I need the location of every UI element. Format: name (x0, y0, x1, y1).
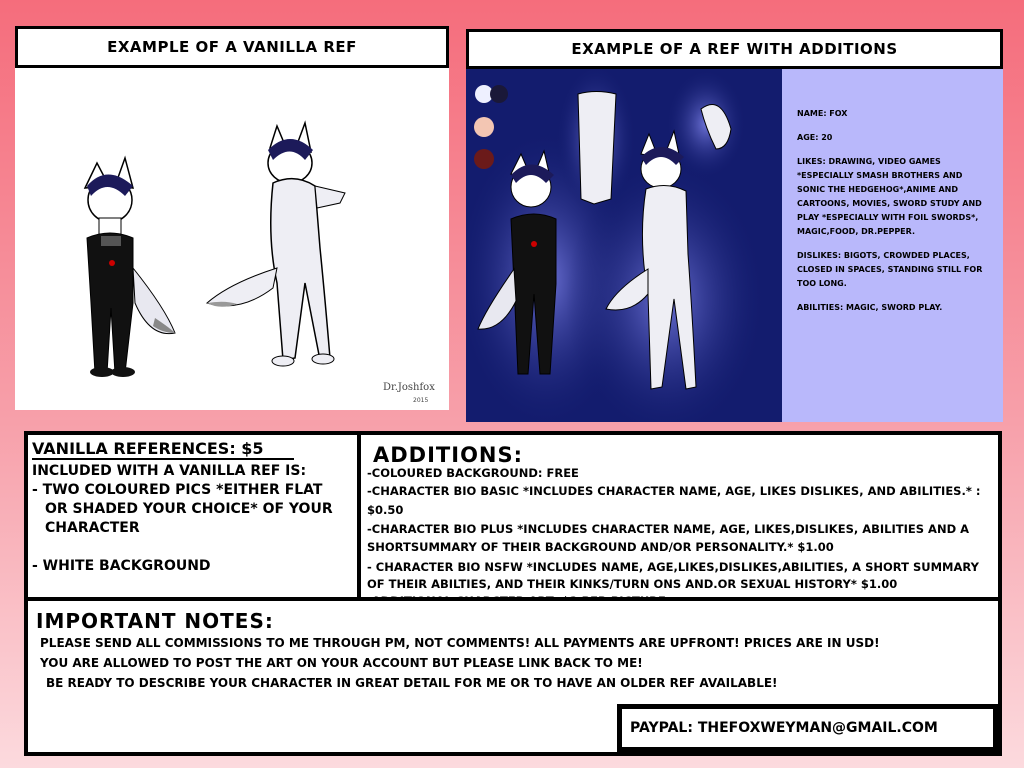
bio-likes: LIKES: DRAWING, VIDEO GAMES *ESPECIALLY SMASH BROTHERS AND SONIC THE HEDGEHOG*,ANIME AND CARTOONS, MOVIES, SWORD STUDY AND PLAY *ESPECIALLY WITH FOIL SWORDS*, MAGIC,FOOD, DR.PEPPER. (797, 157, 982, 236)
additions-line-2: -CHARACTER BIO BASIC *INCLUDES CHARACTER NAME, AGE, LIKES DISLIKES, AND ABILITIES.* : $0.50 (367, 484, 981, 517)
artist-signature: Dr.Joshfox (383, 382, 435, 393)
notes-line-3: BE READY TO DESCRIBE YOUR CHARACTER IN GREAT DETAIL FOR ME OR TO HAVE AN OLDER REF AVAILABLE! (46, 676, 778, 690)
vanilla-item-1a: - TWO COLOURED PICS *EITHER FLAT (32, 482, 323, 498)
additions-ref-title-box (466, 29, 1003, 69)
palette-swatch (474, 117, 494, 137)
vanilla-intro: INCLUDED WITH A VANILLA REF IS: (32, 463, 307, 479)
paypal-box (617, 704, 998, 752)
paypal-email: PAYPAL: THEFOXWEYMAN@GMAIL.COM (630, 720, 938, 736)
additions-ref-artwork (466, 69, 782, 422)
bio-age: AGE: 20 (797, 133, 833, 142)
additions-ref-title: EXAMPLE OF A REF WITH ADDITIONS (571, 40, 898, 58)
character-bio-panel (782, 69, 1003, 422)
additions-line-3a: -CHARACTER BIO PLUS *INCLUDES CHARACTER NAME, AGE, LIKES,DISLIKES, ABILITIES AND A (367, 522, 970, 536)
bio-dislikes: DISLIKES: BIGOTS, CROWDED PLACES, CLOSED IN SPACES, STANDING STILL FOR TOO LONG. (797, 251, 983, 288)
vanilla-ref-title-box (15, 26, 449, 68)
signature-year: 2015 (413, 397, 429, 404)
palette-swatch (474, 149, 494, 169)
notes-title: IMPORTANT NOTES: (36, 609, 274, 633)
nude-fox-figure (207, 123, 345, 366)
additions-line-4b: OF THEIR ABILTIES, AND THEIR KINKS/TURN ONS AND.OR SEXUAL HISTORY* $1.00 (367, 577, 898, 591)
vanilla-ref-image (15, 68, 449, 410)
vanilla-pricing-box (28, 435, 357, 597)
notes-line-1: PLEASE SEND ALL COMMISSIONS TO ME THROUGH PM, NOT COMMENTS! ALL PAYMENTS ARE UPFRONT! PRICES ARE IN USD! (40, 636, 880, 650)
additions-line-4a: - CHARACTER BIO NSFW *INCLUDES NAME, AGE,LIKES,DISLIKES,ABILITIES, A SHORT SUMMARY (367, 560, 979, 574)
notes-line-2: YOU ARE ALLOWED TO POST THE ART ON YOUR ACCOUNT BUT PLEASE LINK BACK TO ME! (40, 656, 643, 670)
vanilla-ref-title: EXAMPLE OF A VANILLA REF (107, 38, 357, 56)
bio-name: NAME: FOX (797, 109, 848, 118)
vanilla-item-1b: OR SHADED YOUR CHOICE* OF YOUR (45, 501, 333, 517)
clothed-fox-figure (85, 158, 175, 377)
vanilla-pricing-title: VANILLA REFERENCES: $5 (32, 439, 294, 460)
additions-pricing-box (361, 435, 998, 597)
vanilla-item-2: - WHITE BACKGROUND (32, 558, 211, 574)
additions-title: ADDITIONS: (373, 443, 524, 467)
vanilla-ref-artwork (15, 68, 449, 410)
additions-ref-image (466, 69, 782, 422)
bio-abilities: ABILITIES: MAGIC, SWORD PLAY. (797, 303, 943, 312)
additions-line-3b: SHORTSUMMARY OF THEIR BACKGROUND AND/OR PERSONALITY.* $1.00 (367, 540, 834, 554)
palette-swatch (490, 85, 508, 103)
vanilla-item-1c: CHARACTER (45, 520, 140, 536)
additions-line-1: -COLOURED BACKGROUND: FREE (367, 466, 579, 480)
